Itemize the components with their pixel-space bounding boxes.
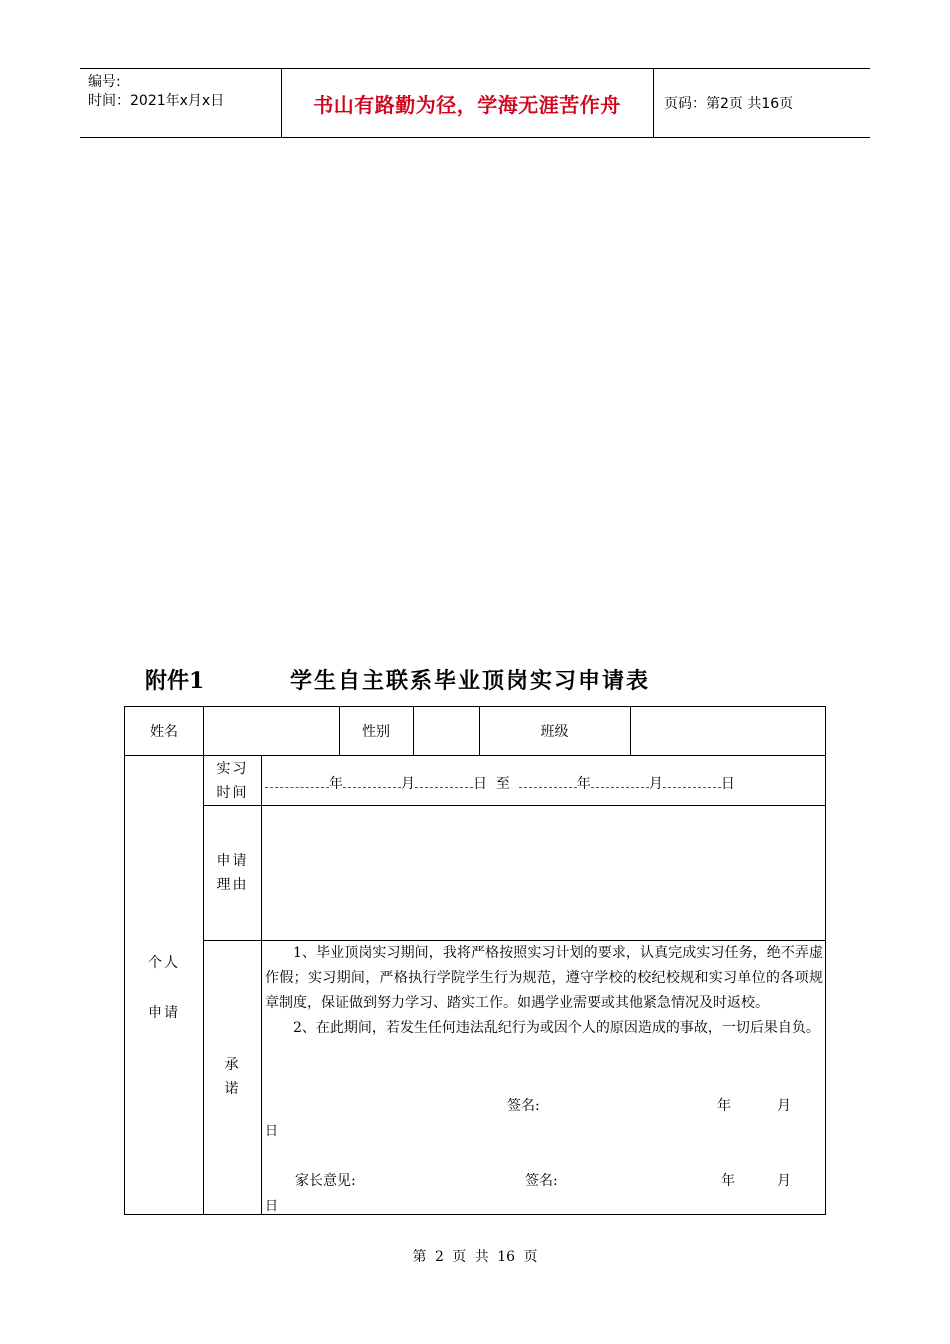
period-label-line: 实习: [216, 761, 249, 777]
day-unit: 日: [720, 776, 735, 792]
to-label: 至: [495, 776, 510, 792]
parent-sign-year: 年: [721, 1173, 735, 1189]
year-unit: 年: [329, 776, 343, 792]
promise-label-line: 诺: [224, 1081, 241, 1097]
gender-field[interactable]: [414, 707, 479, 755]
parent-opinion-label: 家长意见:: [295, 1173, 356, 1189]
year-unit: 年: [576, 776, 591, 792]
row-divider: [125, 755, 825, 756]
document-header: [80, 68, 870, 138]
header-page-label: 页码：第2页 共16页: [664, 96, 794, 112]
name-field[interactable]: [204, 707, 339, 755]
attachment-label: 附件1: [145, 668, 205, 694]
student-sign-year: 年: [717, 1098, 731, 1114]
name-label: 姓名: [150, 724, 178, 740]
student-sign-label: 签名:: [507, 1098, 540, 1114]
section-label-personal: [125, 951, 203, 1025]
promise-clause-2: 2、在此期间，若发生任何违法乱纪行为或因个人的原因造成的事故，一切后果自负。: [293, 1020, 820, 1036]
form-title: [0, 664, 950, 700]
reason-field[interactable]: [262, 806, 825, 940]
class-field[interactable]: [631, 707, 825, 755]
parent-sign-month: 月: [777, 1173, 791, 1189]
month-unit: 月: [648, 776, 663, 792]
serial-label: 编号:: [88, 74, 121, 90]
day-unit: 日: [473, 776, 487, 792]
section-label-line: 申请: [148, 1005, 180, 1021]
student-sign-month: 月: [777, 1098, 791, 1114]
parent-sign-label: 签名:: [525, 1173, 558, 1189]
application-form: [124, 706, 826, 1215]
promise-clause-1: 1、毕业顶岗实习期间，我将严格按照实习计划的要求，认真完成实习任务，绝不弄虚作假；实习期间，严格执行学院学生行为规范，遵守学校的校纪校规和实习单位的各项规章制度，保证做到努力学习、踏实工作。如遇学业需要或其他紧急情况及时返校。: [265, 945, 823, 1011]
gender-label: 性别: [362, 724, 390, 740]
time-label: 时间：2021年x月x日: [88, 93, 225, 109]
parent-sign-day: 日: [265, 1199, 279, 1214]
promise-label-line: 承: [224, 1057, 241, 1073]
month-unit: 月: [401, 776, 415, 792]
section-label-line: 个人: [148, 955, 180, 971]
promise-text: [265, 941, 823, 1041]
period-label-line: 时间: [216, 785, 249, 801]
student-sign-day: 日: [265, 1124, 279, 1139]
header-meta: [80, 69, 282, 137]
reason-label: [204, 849, 261, 897]
reason-label-line: 理由: [216, 877, 249, 893]
header-motto: 书山有路勤为径，学海无涯苦作舟: [281, 69, 654, 137]
promise-label: [204, 1053, 261, 1101]
reason-label-line: 申请: [216, 853, 249, 869]
period-dates[interactable]: [265, 773, 735, 793]
page-title: 学生自主联系毕业顶岗实习申请表: [290, 668, 651, 694]
period-label: [204, 757, 261, 805]
page-footer: 第 2 页 共 16 页: [412, 1249, 538, 1265]
class-label: 班级: [540, 724, 569, 740]
